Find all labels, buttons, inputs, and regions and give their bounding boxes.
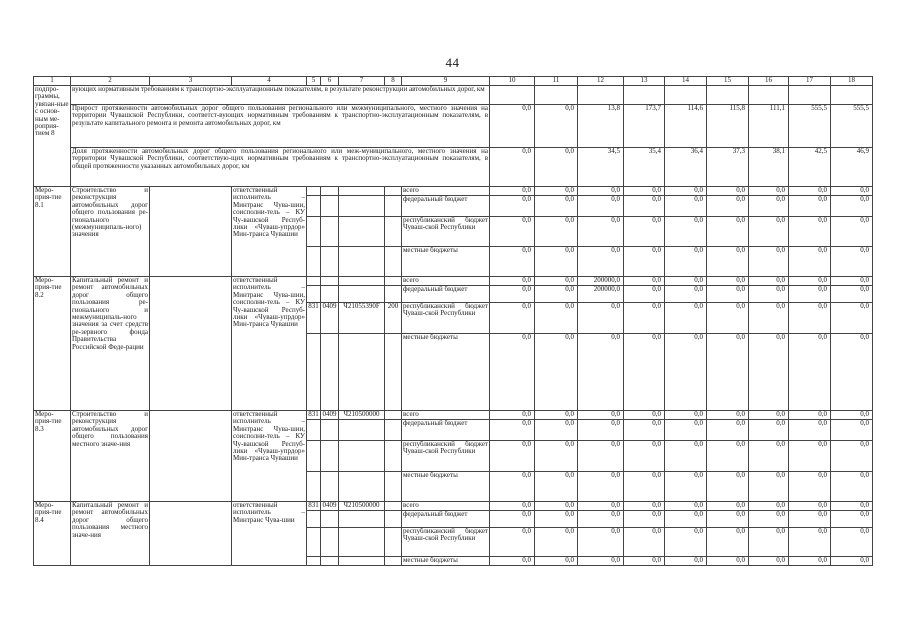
funding-value: 0,0 [831,411,873,420]
target-article-code [339,196,385,217]
funding-value: 0,0 [831,247,873,277]
expense-type-code [385,187,402,196]
funding-value: 0,0 [789,217,831,247]
funding-value: 0,0 [578,420,624,441]
funding-value: 0,0 [831,472,873,502]
column-number: 8 [385,77,402,86]
expense-type-code: 200 [385,303,402,334]
target-article-code [339,247,385,277]
funding-value: 0,0 [707,334,749,411]
funding-value: 0,0 [789,472,831,502]
grbs-code [307,511,321,528]
indicator-value: 115,8 [707,105,749,148]
funding-value: 0,0 [665,334,707,411]
column-number: 11 [535,77,578,86]
indicator-value [707,86,749,105]
section-code [321,277,339,286]
funding-value: 0,0 [749,247,789,277]
indicator-text: Доля протяженности автомобильных дорог общего пользования регионального или меж-муниципального, местного значения на территории Чувашской Республики, соответствую-щих нормативным требованиям к транспортно-эксплуатационным показателям, в общей протяженности указанных автомобильных дорог, км [71,148,490,187]
funding-value: 0,0 [578,217,624,247]
funding-source: республиканский бюджет Чуваш-ской Республики [402,217,490,247]
event-name: Строительство и реконструкция автомобильных дорог общего пользования местного значе-ния [71,411,150,502]
funding-value: 0,0 [624,303,665,334]
funding-value: 0,0 [789,528,831,557]
funding-value: 0,0 [749,502,789,511]
funding-value: 0,0 [665,420,707,441]
funding-value: 0,0 [535,411,578,420]
grbs-code [307,557,321,566]
indicator-value: 0,0 [535,148,578,187]
indicator-value [624,86,665,105]
funding-source: всего [402,187,490,196]
funding-value: 0,0 [535,196,578,217]
funding-value: 0,0 [831,441,873,472]
funding-row [34,187,873,196]
funding-value: 0,0 [490,420,535,441]
funding-source: федеральный бюджет [402,511,490,528]
funding-value: 0,0 [535,441,578,472]
funding-value: 0,0 [665,472,707,502]
funding-value: 0,0 [789,286,831,303]
column-number: 15 [707,77,749,86]
indicator-value: 0,0 [490,105,535,148]
funding-value: 0,0 [707,411,749,420]
column-number: 12 [578,77,624,86]
funding-value: 0,0 [749,187,789,196]
funding-value: 0,0 [831,187,873,196]
funding-value: 0,0 [831,420,873,441]
funding-value: 0,0 [490,502,535,511]
section-code [321,420,339,441]
funding-value: 200000,0 [578,286,624,303]
funding-value: 0,0 [665,196,707,217]
funding-value: 0,0 [707,217,749,247]
funding-value: 0,0 [707,511,749,528]
funding-value: 0,0 [665,277,707,286]
funding-value: 0,0 [490,441,535,472]
funding-source: всего [402,277,490,286]
event-col3 [150,277,232,411]
funding-value: 0,0 [707,187,749,196]
funding-row [34,502,873,511]
funding-value: 0,0 [535,511,578,528]
funding-value: 0,0 [490,247,535,277]
funding-value: 0,0 [707,286,749,303]
funding-value: 0,0 [535,217,578,247]
section-code: 0409 [322,410,337,418]
grbs-code: 831 [308,410,319,418]
grbs-code [307,528,321,557]
indicator-value [665,86,707,105]
funding-value: 0,0 [535,286,578,303]
funding-value: 0,0 [707,277,749,286]
funding-value: 0,0 [490,557,535,566]
grbs-code [307,187,321,196]
column-number: 7 [339,77,385,86]
column-number: 14 [665,77,707,86]
funding-value: 0,0 [624,187,665,196]
event-responsible: ответственный исполнитель – Минтранс Чува-шии [232,502,307,566]
funding-value: 0,0 [490,187,535,196]
funding-value: 0,0 [749,277,789,286]
event-label: Меро-прия-тие 8.1 [34,187,71,277]
column-number-row [34,77,873,86]
column-number: 13 [624,77,665,86]
target-article-code: Ч210500000 [339,411,385,420]
funding-value: 0,0 [831,334,873,411]
expense-type-code [385,557,402,566]
grbs-code [307,441,321,472]
funding-value: 0,0 [749,511,789,528]
section-code [321,528,339,557]
target-article-code: Ч21055390F [339,303,385,334]
column-number: 17 [789,77,831,86]
indicator-value [789,86,831,105]
funding-value: 0,0 [789,303,831,334]
funding-value: 0,0 [624,511,665,528]
funding-value: 0,0 [831,502,873,511]
funding-value: 0,0 [707,472,749,502]
funding-source: федеральный бюджет [402,420,490,441]
funding-value: 0,0 [578,334,624,411]
funding-value: 0,0 [578,247,624,277]
grbs-code: 831 [308,501,319,509]
target-article-code [339,334,385,411]
event-responsible: ответственный исполнитель – Минтранс Чува-шии, соисполни-тель – КУ Чу-вашской Респуб-лики «Чуваш-упрдор» Мин-транса Чувашии [232,277,307,411]
funding-value: 0,0 [624,420,665,441]
funding-value: 0,0 [665,557,707,566]
funding-value: 0,0 [749,303,789,334]
funding-value: 0,0 [665,247,707,277]
funding-value: 0,0 [624,528,665,557]
indicator-row [34,105,873,148]
funding-value: 0,0 [578,472,624,502]
funding-value: 0,0 [624,441,665,472]
grbs-code [307,286,321,303]
subprogram-label: подпро-граммы, увязан-ные с основ-ным ме-роприя-тием 8 [34,86,71,187]
funding-value: 0,0 [578,502,624,511]
section-code [321,334,339,411]
funding-value: 0,0 [665,528,707,557]
funding-value: 0,0 [665,502,707,511]
funding-value: 0,0 [789,277,831,286]
funding-value: 0,0 [535,502,578,511]
funding-value: 0,0 [665,217,707,247]
grbs-code [307,196,321,217]
funding-value: 0,0 [831,557,873,566]
event-label: Меро-прия-тие 8.2 [34,277,71,411]
page-number: 44 [445,55,460,70]
indicator-value: 34,5 [578,148,624,187]
column-number: 9 [402,77,490,86]
funding-value: 0,0 [665,511,707,528]
funding-value: 0,0 [707,528,749,557]
indicator-value: 0,0 [535,105,578,148]
funding-value: 0,0 [665,286,707,303]
indicator-value [490,86,535,105]
column-number: 3 [150,77,232,86]
funding-value: 0,0 [789,511,831,528]
funding-source: всего [402,411,490,420]
funding-source: местные бюджеты [402,334,490,411]
section-code [321,441,339,472]
indicator-value: 46,9 [831,148,873,187]
indicator-value [578,86,624,105]
indicator-value: 38,1 [749,148,789,187]
target-article-code [339,217,385,247]
target-article-code [339,511,385,528]
column-number: 1 [34,77,71,86]
funding-value: 0,0 [578,303,624,334]
column-number: 10 [490,77,535,86]
funding-value: 0,0 [624,277,665,286]
indicator-value [535,86,578,105]
funding-row [34,277,873,286]
funding-value: 0,0 [665,441,707,472]
funding-value: 0,0 [707,247,749,277]
indicator-value: 42,5 [789,148,831,187]
section-code [321,187,339,196]
target-article-code [339,187,385,196]
expense-type-code [385,217,402,247]
section-code: 0409 [321,303,339,334]
expense-type-code [385,420,402,441]
target-article-code [339,286,385,303]
funding-value: 0,0 [749,217,789,247]
section-code [321,217,339,247]
indicator-value: 173,7 [624,105,665,148]
indicator-row [34,148,873,187]
expense-type-code [385,334,402,411]
funding-value: 0,0 [624,502,665,511]
funding-value: 0,0 [831,511,873,528]
funding-value: 0,0 [749,286,789,303]
funding-value: 0,0 [490,511,535,528]
column-number: 2 [71,77,150,86]
funding-value: 0,0 [535,528,578,557]
funding-value: 0,0 [578,441,624,472]
funding-value: 0,0 [490,303,535,334]
funding-value: 0,0 [831,217,873,247]
funding-value: 0,0 [707,557,749,566]
funding-value: 0,0 [789,334,831,411]
indicator-value: 35,4 [624,148,665,187]
event-label: Меро-прия-тие 8.3 [34,411,71,502]
grbs-code [307,420,321,441]
target-article-code: Ч210500000 [339,502,385,511]
expense-type-code [385,247,402,277]
funding-value: 0,0 [789,441,831,472]
expense-type-code [385,277,402,286]
target-article-code [339,557,385,566]
funding-source: федеральный бюджет [402,286,490,303]
column-number: 16 [749,77,789,86]
expense-type-code [385,528,402,557]
funding-value: 0,0 [707,441,749,472]
funding-source: федеральный бюджет [402,196,490,217]
funding-value: 0,0 [578,528,624,557]
funding-value: 0,0 [535,420,578,441]
funding-value: 0,0 [665,187,707,196]
funding-value: 0,0 [490,286,535,303]
funding-value: 0,0 [624,247,665,277]
funding-value: 0,0 [535,472,578,502]
funding-value: 0,0 [578,187,624,196]
expense-type-code [385,472,402,502]
funding-value: 0,0 [624,334,665,411]
indicator-value: 36,4 [665,148,707,187]
funding-value: 200000,0 [578,277,624,286]
funding-value: 0,0 [789,502,831,511]
indicator-value: 555,5 [789,105,831,148]
target-article-code [339,441,385,472]
funding-value: 0,0 [749,472,789,502]
event-label: Меро-прия-тие 8.4 [34,502,71,566]
grbs-code [307,472,321,502]
column-number: 4 [232,77,307,86]
section-code [321,247,339,277]
event-col3 [150,411,232,502]
funding-value: 0,0 [831,277,873,286]
funding-value: 0,0 [624,286,665,303]
funding-value: 0,0 [665,411,707,420]
event-name: Строительство и реконструкция автомобильных дорог общего пользования ре-гионального (межмуниципаль-ного) значения [71,187,150,277]
funding-value: 0,0 [578,557,624,566]
indicator-text: Прирост протяженности автомобильных дорог общего пользования регионального или межмуниципального, местного значения на территории Чувашской Республики, соответст-вующих нормативным требованиям к транспортно-эксплуатационным показателям, в результате капитального ремонта и ремонта автомобильных дорог, км [71,105,490,148]
funding-source: местные бюджеты [402,472,490,502]
section-code [321,472,339,502]
expense-type-code [385,196,402,217]
funding-value: 0,0 [707,303,749,334]
funding-value: 0,0 [490,411,535,420]
grbs-code [307,334,321,411]
grbs-code [307,217,321,247]
target-article-code [339,528,385,557]
funding-value: 0,0 [707,196,749,217]
funding-value: 0,0 [624,472,665,502]
funding-source: местные бюджеты [402,557,490,566]
section-code [321,196,339,217]
indicator-value: 13,8 [578,105,624,148]
funding-value: 0,0 [624,196,665,217]
funding-value: 0,0 [624,557,665,566]
funding-value: 0,0 [490,277,535,286]
column-number: 5 [307,77,321,86]
funding-value: 0,0 [749,334,789,411]
program-table [33,76,873,566]
funding-value: 0,0 [789,187,831,196]
funding-value: 0,0 [535,247,578,277]
funding-value: 0,0 [707,420,749,441]
funding-source: всего [402,502,490,511]
funding-value: 0,0 [749,557,789,566]
event-col3 [150,502,232,566]
funding-value: 0,0 [535,557,578,566]
funding-value: 0,0 [490,528,535,557]
funding-value: 0,0 [789,196,831,217]
funding-value: 0,0 [749,196,789,217]
funding-value: 0,0 [831,303,873,334]
funding-value: 0,0 [831,528,873,557]
funding-value: 0,0 [789,557,831,566]
funding-value: 0,0 [749,420,789,441]
funding-value: 0,0 [789,420,831,441]
funding-value: 0,0 [749,441,789,472]
funding-value: 0,0 [749,411,789,420]
expense-type-code [385,511,402,528]
indicator-row [34,86,873,105]
expense-type-code [385,286,402,303]
funding-value: 0,0 [707,502,749,511]
funding-value: 0,0 [490,472,535,502]
funding-value: 0,0 [624,411,665,420]
event-col3 [150,187,232,277]
event-responsible: ответственный исполнитель – Минтранс Чува-шии, соисполни-тель – КУ Чу-вашской Респуб-лики «Чуваш-упрдор» Мин-транса Чувашии [232,411,307,502]
expense-type-code [385,441,402,472]
funding-row [34,411,873,420]
funding-value: 0,0 [490,196,535,217]
event-name: Капитальный ремонт и ремонт автомобильных дорог общего пользования местного значе-ния [71,502,150,566]
funding-source: республиканский бюджет Чуваш-ской Республики [402,303,490,334]
indicator-text: вующих нормативным требованиям к транспортно-эксплуатационным показателям, в результате реконструкции автомобильных дорог, км [71,86,490,105]
expense-type-code [385,502,402,511]
grbs-code: 831 [307,303,321,334]
target-article-code [339,472,385,502]
funding-value: 0,0 [578,411,624,420]
funding-value: 0,0 [831,286,873,303]
grbs-code [307,277,321,286]
funding-source: республиканский бюджет Чуваш-ской Республики [402,441,490,472]
section-code [321,511,339,528]
funding-value: 0,0 [789,411,831,420]
funding-value: 0,0 [535,187,578,196]
funding-value: 0,0 [831,196,873,217]
column-number: 18 [831,77,873,86]
funding-source: местные бюджеты [402,247,490,277]
target-article-code [339,420,385,441]
column-number: 6 [321,77,339,86]
indicator-value: 37,3 [707,148,749,187]
funding-value: 0,0 [535,277,578,286]
indicator-value [749,86,789,105]
event-name: Капитальный ремонт и ремонт автомобильных дорог общего пользования ре-гионального и межмуниципаль-ного значения за счет средств ре-зервного фонда Правительства Российской Феде-рации [71,277,150,411]
indicator-value: 111,1 [749,105,789,148]
funding-value: 0,0 [535,303,578,334]
funding-value: 0,0 [578,511,624,528]
event-responsible: ответственный исполнитель – Минтранс Чува-шии, соисполни-тель – КУ Чу-вашской Респуб-лики «Чуваш-упрдор» Мин-транса Чувашии [232,187,307,277]
target-article-code [339,277,385,286]
funding-value: 0,0 [578,196,624,217]
indicator-value: 0,0 [490,148,535,187]
section-code: 0409 [322,501,337,509]
grbs-code [307,247,321,277]
section-code [321,286,339,303]
funding-value: 0,0 [490,334,535,411]
indicator-value: 114,6 [665,105,707,148]
indicator-value [831,86,873,105]
funding-value: 0,0 [749,528,789,557]
funding-value: 0,0 [789,247,831,277]
funding-source: республиканский бюджет Чуваш-ской Республики [402,528,490,557]
funding-value: 0,0 [490,217,535,247]
indicator-value: 555,5 [831,105,873,148]
section-code [321,557,339,566]
funding-value: 0,0 [624,217,665,247]
expense-type-code [385,411,402,420]
funding-value: 0,0 [665,303,707,334]
funding-value: 0,0 [535,334,578,411]
